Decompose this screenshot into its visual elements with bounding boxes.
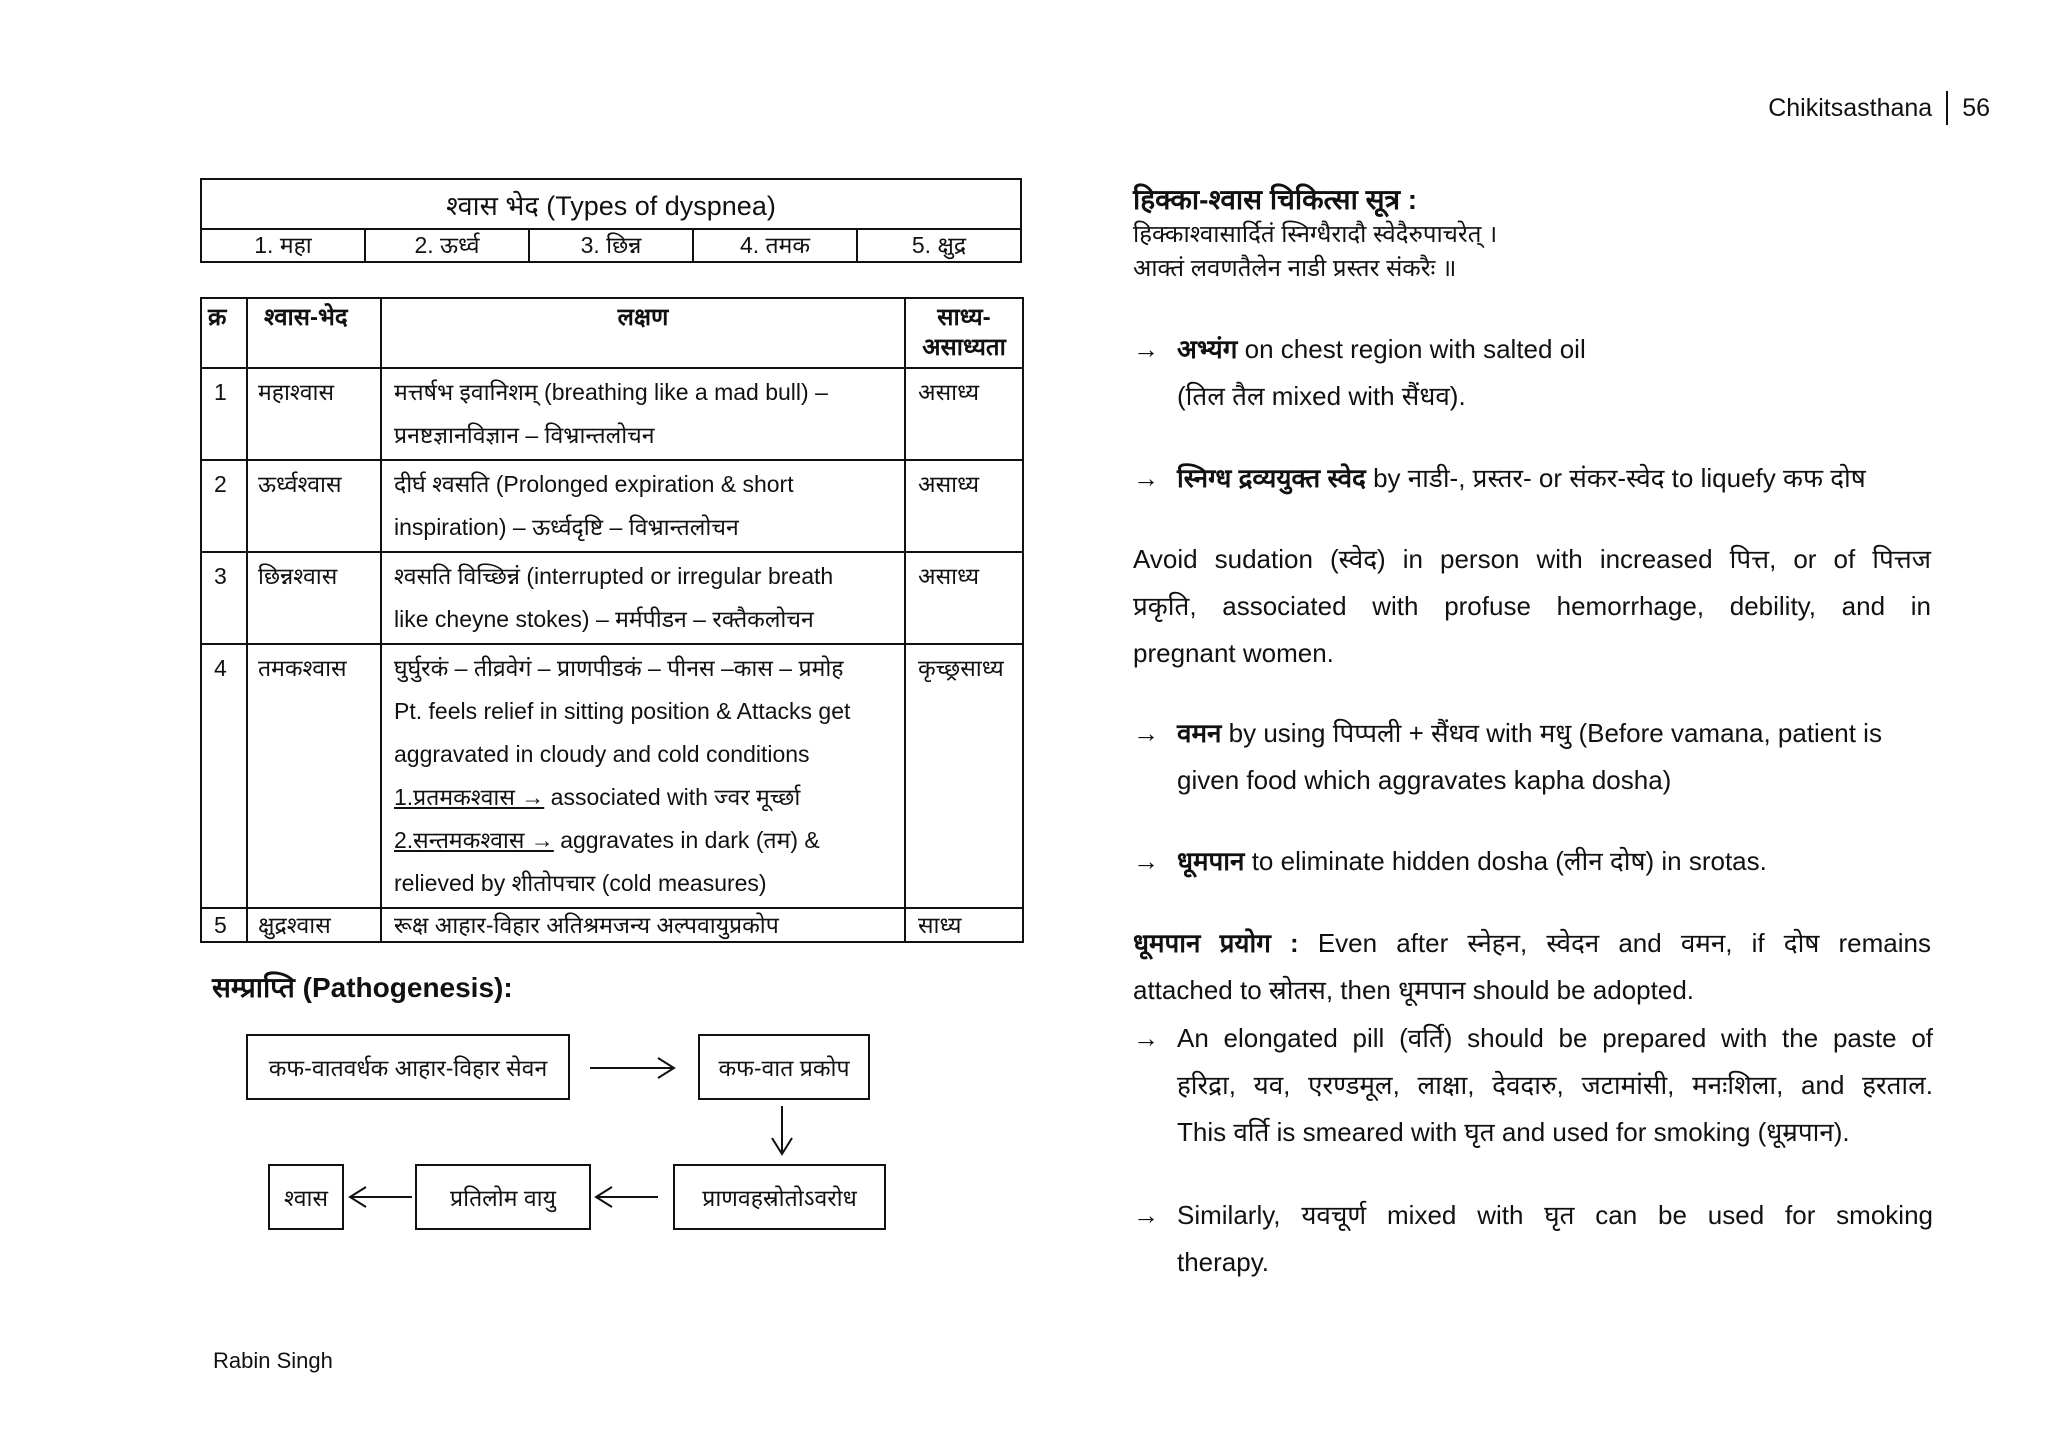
bullet-text: This वर्ति is smeared with घृत and used for smoking (धूम्रपान). (1177, 1117, 1850, 1147)
header-prognosis-2: असाध्यता (922, 334, 1006, 361)
types-table-title: श्वास भेद (Types of dyspnea) (201, 179, 1021, 229)
row-no: 5 (201, 908, 247, 942)
treatment-title: हिक्का-श्वास चिकित्सा सूत्र : (1133, 184, 1418, 215)
bullet-abhyanga (1133, 326, 1933, 420)
type-cell: 5. क्षुद्र (857, 229, 1021, 262)
bullet-text: on chest region with salted oil (1237, 334, 1586, 364)
arrow-right-icon: → (1133, 846, 1159, 876)
symptom-line: रूक्ष आहार-विहार अतिश्रमजन्य अल्पवायुप्रकोप (394, 912, 779, 938)
table-row (201, 552, 1023, 644)
bullet-text: therapy. (1177, 1247, 1270, 1277)
row-prognosis: असाध्य (905, 460, 1023, 552)
flow-box-obstruction: प्राणवहस्रोतोऽवरोध (673, 1164, 886, 1230)
row-symptoms (381, 908, 905, 942)
arrow-right-icon: → (1133, 334, 1159, 364)
symptom-line: प्रनष्टज्ञानविज्ञान – विभ्रान्तलोचन (394, 422, 655, 448)
bullet-text: Similarly, यवचूर्ण mixed with घृत can be used for smoking (1177, 1200, 1933, 1230)
arrow-left-icon (350, 1187, 412, 1207)
symptom-line: दीर्घ श्वसति (Prolonged expiration & short (394, 471, 794, 497)
row-no: 3 (201, 552, 247, 644)
symptom-line: घुर्घुरकं – तीव्रवेगं – प्राणपीडकं – पीनस –कास – प्रमोह (394, 655, 844, 681)
row-no: 2 (201, 460, 247, 552)
arrow-right-icon: → (1133, 463, 1159, 493)
table-row (201, 368, 1023, 460)
pathogenesis-title: सम्प्राप्ति (Pathogenesis): (212, 972, 513, 1003)
arrow-right-icon: → (1133, 718, 1159, 748)
paragraph-avoid-sudation (1133, 536, 1931, 677)
symptom-line: inspiration) – ऊर्ध्वदृष्टि – विभ्रान्तलोचन (394, 514, 739, 540)
bullet-vamana (1133, 710, 1933, 804)
paragraph-line: Even after स्नेहन, स्वेदन and वमन, if दोष remains (1298, 928, 1931, 958)
bullet-bold: वमन (1177, 718, 1222, 748)
flow-box-diet: कफ-वातवर्धक आहार-विहार सेवन (246, 1034, 570, 1100)
bullet-text: An elongated pill (वर्ति) should be prepared with the paste of (1177, 1023, 1933, 1053)
symptom-line: like cheyne stokes) – मर्मपीडन – रक्तैकलोचन (394, 606, 814, 632)
symptom-line: श्वसति विच्छिन्नं (interrupted or irregular breath (394, 563, 834, 589)
footer-author: Rabin Singh (213, 1348, 333, 1373)
row-name: महाश्वास (247, 368, 381, 460)
bullet-yavachurna (1133, 1192, 1933, 1286)
flow-box-reverse-vayu: प्रतिलोम वायु (415, 1164, 591, 1230)
bullet-text: (तिल तैल mixed with सैंधव). (1177, 381, 1466, 411)
arrow-down-icon (772, 1106, 792, 1154)
arrow-right-icon: → (1133, 1200, 1159, 1230)
paragraph-line: pregnant women. (1133, 638, 1334, 668)
flow-box-vitiation: कफ-वात प्रकोप (698, 1034, 870, 1100)
bullet-text: given food which aggravates kapha dosha) (1177, 765, 1672, 795)
types-table (200, 178, 1022, 263)
verse-line: आक्तं लवणतैलेन नाडी प्रस्तर संकरैः ॥ (1133, 255, 1457, 282)
bullet-bold: अभ्यंग (1177, 334, 1238, 364)
table-row (201, 908, 1023, 942)
paragraph-dhumapana-prayoga (1133, 920, 1931, 1014)
row-symptoms (381, 644, 905, 908)
type-cell: 1. महा (201, 229, 365, 262)
header-prognosis (905, 298, 1023, 368)
table-row (201, 460, 1023, 552)
subtype-2-label: 2.सन्तमकश्वास → (394, 827, 554, 853)
arrow-left-icon (596, 1187, 658, 1207)
header-prognosis-1: साध्य- (937, 304, 991, 331)
paragraph-line: attached to स्रोतस, then धूमपान should be adopted. (1133, 975, 1695, 1005)
symptom-line: Pt. feels relief in sitting position & Attacks get (394, 698, 851, 724)
symptom-line: मत्तर्षभ इवानिशम् (breathing like a mad bull) – (394, 379, 828, 405)
row-name: तमकश्वास (247, 644, 381, 908)
bullet-text: by using पिप्पली + सैंधव with मधु (Before vamana, patient is (1221, 718, 1882, 748)
row-symptoms (381, 460, 905, 552)
paragraph-line: Avoid sudation (स्वेद) in person with increased पित्त, or of पित्तज (1133, 544, 1931, 574)
symptom-line: relieved by शीतोपचार (cold measures) (394, 870, 767, 896)
page-number: 56 (1962, 93, 1990, 122)
row-symptoms (381, 552, 905, 644)
arrow-right-icon (590, 1058, 674, 1078)
type-cell: 3. छिन्न (529, 229, 693, 262)
bullet-bold: स्निग्ध द्रव्ययुक्त स्वेद (1177, 463, 1366, 493)
paragraph-line: प्रकृति, associated with profuse hemorrhage, debility, and in (1133, 591, 1931, 621)
row-prognosis: असाध्य (905, 552, 1023, 644)
row-name: ऊर्ध्वश्वास (247, 460, 381, 552)
flow-box-shwasa: श्वास (268, 1164, 344, 1230)
arrow-right-icon: → (1133, 1023, 1159, 1053)
type-cell: 4. तमक (693, 229, 857, 262)
row-name: छिन्नश्वास (247, 552, 381, 644)
row-name: क्षुद्रश्वास (247, 908, 381, 942)
verse-line: हिक्काश्वासार्दितं स्निग्धैरादौ स्वेदैरुपाचरेत् । (1133, 221, 1498, 248)
bullet-varti (1133, 1015, 1933, 1156)
row-prognosis: साध्य (905, 908, 1023, 942)
header-no: क्र (201, 298, 247, 368)
symptom-line: aggravated in cloudy and cold conditions (394, 741, 810, 767)
bullet-sweda (1133, 455, 1933, 502)
header-separator (1946, 91, 1948, 125)
symptom-subtype-1 (394, 776, 896, 819)
type-cell: 2. ऊर्ध्व (365, 229, 529, 262)
row-no: 4 (201, 644, 247, 908)
treatment-heading-block (1133, 180, 1933, 286)
symptom-subtype-2 (394, 819, 896, 862)
subtype-2-text: aggravates in dark (तम) & (553, 827, 820, 853)
row-symptoms (381, 368, 905, 460)
row-prognosis: असाध्य (905, 368, 1023, 460)
book-title: Chikitsasthana (1768, 93, 1933, 122)
subtype-1-label: 1.प्रतमकश्वास → (394, 784, 545, 810)
bullet-text: to eliminate hidden dosha (लीन दोष) in srotas. (1244, 846, 1767, 876)
header-symptoms: लक्षण (381, 298, 905, 368)
bullet-dhumapana (1133, 838, 1933, 885)
bullet-bold: धूमपान (1177, 846, 1245, 876)
bullet-text: by नाडी-, प्रस्तर- or संकर-स्वेद to liquefy कफ दोष (1365, 463, 1866, 493)
table-row (201, 644, 1023, 908)
detail-table (200, 297, 1024, 943)
bullet-text: हरिद्रा, यव, एरण्डमूल, लाक्षा, देवदारु, जटामांसी, मनःशिला, and हरताल. (1177, 1070, 1933, 1100)
paragraph-bold: धूमपान प्रयोग : (1133, 928, 1299, 958)
header-name: श्वास-भेद (247, 298, 381, 368)
row-no: 1 (201, 368, 247, 460)
page-header (1690, 88, 1990, 128)
subtype-1-text: associated with ज्वर मूर्च्छा (544, 784, 801, 810)
row-prognosis: कृच्छ्रसाध्य (905, 644, 1023, 908)
